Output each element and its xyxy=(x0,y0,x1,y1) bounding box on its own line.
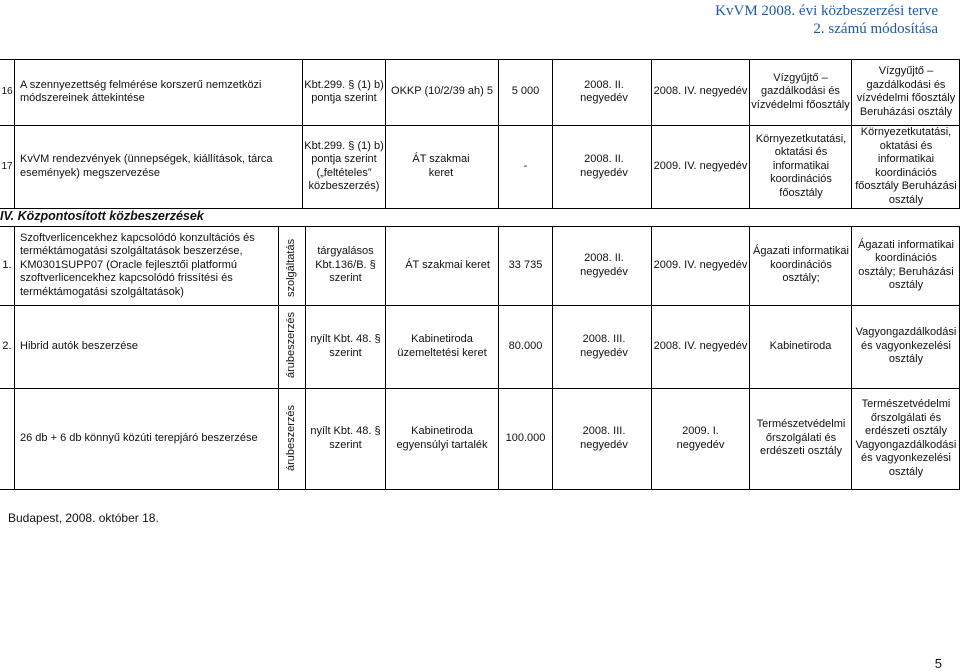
table-rule xyxy=(552,59,553,208)
row-funding: ÁT szakmai keret xyxy=(412,153,470,179)
row-professional: Természetvédelmi őrszolgálati és erdészeti osztály xyxy=(756,418,846,458)
page-number: 5 xyxy=(934,656,942,671)
row-end: 2008. IV. negyedév xyxy=(653,339,748,352)
row-responsible: Ágazati informatikai koordinációs osztály; Beruházási osztály xyxy=(858,238,954,291)
table-rule xyxy=(851,226,852,489)
row-start: 2008. III. negyedév xyxy=(580,333,628,359)
row-end: 2009. IV. negyedév xyxy=(653,159,748,172)
row-responsible: Vagyongazdálkodási és vagyonkezelési osztály xyxy=(855,326,957,366)
table-rule xyxy=(851,59,852,208)
row-professional: Kabinetiroda xyxy=(769,339,832,352)
row-description: A szennyezettség felmérése korszerű nemzetközi módszereinek áttekintése xyxy=(20,78,262,104)
row-responsible: Vízgyűjtő – gazdálkodási és vízvédelmi főosztály Beruházási osztály xyxy=(856,65,956,118)
row-amount: 33 735 xyxy=(508,258,543,271)
row-responsible: Környezetkutatási, oktatási és informatikai koordinációs főosztály Beruházási osztály xyxy=(855,126,957,206)
row-funding: ÁT szakmai keret xyxy=(405,258,490,271)
table-rule xyxy=(14,59,15,208)
row-number: 17 xyxy=(1,160,13,172)
row-procedure: Kbt.299. § (1) b) pontja szerint xyxy=(304,78,384,104)
table-rule xyxy=(552,226,553,489)
row-procedure: nyílt Kbt. 48. § szerint xyxy=(310,425,381,451)
row-end: 2008. IV. negyedév xyxy=(653,85,748,98)
row-amount: - xyxy=(523,159,528,172)
row-description: Szoftverlicencekhez kapcsolódó konzultációs és terméktámogatási szolgáltatások beszerzése, KM0301SUPP07 (Oracle fejlesztői platformú szoftverlicencekhez kapcsolódó frissítési és terméktámogatási szolgáltatások) xyxy=(20,231,255,298)
row-procurement-type: árubeszerzés xyxy=(285,404,297,471)
row-number: 2. xyxy=(2,339,12,352)
place-and-date: Budapest, 2008. október 18. xyxy=(8,511,159,525)
document-subtitle: 2. számú módosítása xyxy=(813,21,938,37)
row-start: 2008. III. negyedév xyxy=(580,425,628,451)
row-end: 2009. I. negyedév xyxy=(676,425,725,451)
row-responsible: Természetvédelmi őrszolgálati és erdészeti osztály Vagyongazdálkodási és vagyonkezelési osztály xyxy=(855,398,957,478)
row-funding: Kabinetiroda üzemeltetési keret xyxy=(397,333,487,359)
row-description: Hibrid autók beszerzése xyxy=(20,339,139,352)
row-amount: 80.000 xyxy=(508,339,543,352)
table-rule xyxy=(14,226,15,489)
row-description: 26 db + 6 db könnyű közúti terepjáró beszerzése xyxy=(20,431,258,444)
row-professional: Környezetkutatási, oktatási és informatikai koordinációs főosztály xyxy=(755,132,847,199)
row-number xyxy=(0,388,14,489)
row-start: 2008. II. negyedév xyxy=(580,252,628,278)
row-procurement-type: árubeszerzés xyxy=(285,311,297,378)
row-procedure: tárgyalásos Kbt.136/B. § szerint xyxy=(315,245,376,285)
row-professional: Ágazati informatikai koordinációs osztály; xyxy=(753,245,849,285)
row-start: 2008. II. negyedév xyxy=(580,153,628,179)
row-professional: Vízgyűjtő – gazdálkodási és vízvédelmi főosztály xyxy=(751,71,850,111)
table-rule xyxy=(0,489,960,490)
table-rule xyxy=(278,226,279,489)
row-procurement-type: szolgáltatás xyxy=(285,238,297,297)
row-procedure: nyílt Kbt. 48. § szerint xyxy=(310,333,381,359)
section-title: IV. Központosított közbeszerzések xyxy=(0,209,204,223)
row-end: 2009. IV. negyedév xyxy=(653,258,748,271)
row-funding: Kabinetiroda egyensúlyi tartalék xyxy=(396,425,488,451)
row-amount: 5 000 xyxy=(511,85,540,98)
row-description: KvVM rendezvények (ünnepségek, kiállítások, tárca események) megszervezése xyxy=(20,153,273,179)
row-number: 16 xyxy=(1,86,13,98)
row-start: 2008. II. negyedév xyxy=(580,78,628,104)
row-procedure: Kbt.299. § (1) b) pontja szerint („feltételes” közbeszerzés) xyxy=(304,139,384,192)
row-number: 1. xyxy=(2,258,12,271)
row-funding: OKKP (10/2/39 ah) 5 xyxy=(391,85,493,98)
document-title: KvVM 2008. évi közbeszerzési terve xyxy=(715,3,938,19)
row-amount: 100.000 xyxy=(505,431,546,444)
